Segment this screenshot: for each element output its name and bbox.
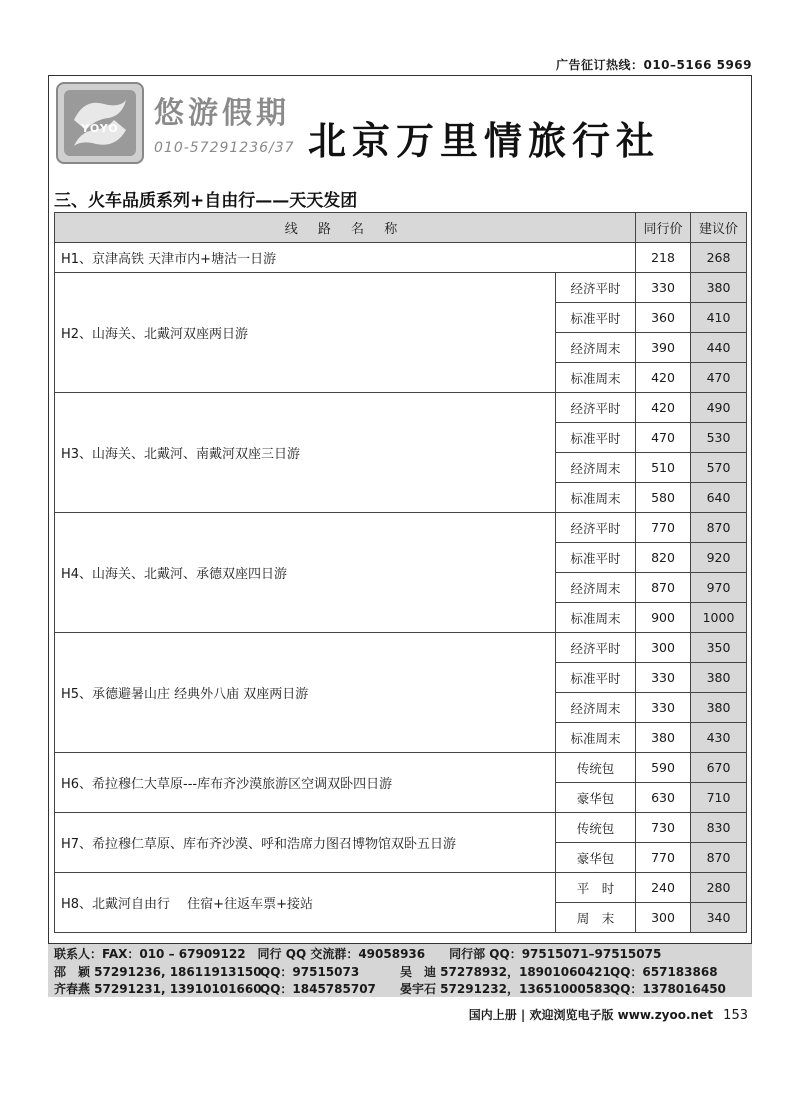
contact-person: 邵 颖 57291236, 18611913150 — [54, 965, 262, 979]
option-label: 经济周末 — [556, 573, 636, 603]
option-label: 传统包 — [556, 813, 636, 843]
table-row — [55, 513, 747, 543]
table-row — [55, 243, 747, 273]
suggested-price: 920 — [691, 543, 747, 573]
contact-qq: QQ：1378016450 — [610, 982, 726, 996]
suggested-price: 710 — [691, 783, 747, 813]
option-label: 标准周末 — [556, 723, 636, 753]
page-footer — [469, 1006, 748, 1023]
suggested-price: 380 — [691, 693, 747, 723]
brand-phone: 010-57291236/37 — [154, 140, 295, 156]
page-number: 153 — [723, 1008, 748, 1023]
route-name: H5、承德避暑山庄 经典外八庙 双座两日游 — [55, 633, 556, 753]
option-label: 经济周末 — [556, 693, 636, 723]
suggested-price: 350 — [691, 633, 747, 663]
contact-bar — [48, 943, 752, 997]
peer-price: 420 — [636, 393, 691, 423]
suggested-price: 470 — [691, 363, 747, 393]
contact-qq: QQ：1845785707 — [260, 982, 376, 996]
peer-price: 300 — [636, 633, 691, 663]
route-name: H7、希拉穆仁草原、库布齐沙漠、呼和浩席力图召博物馆双卧五日游 — [55, 813, 556, 873]
peer-price: 240 — [636, 873, 691, 903]
option-label: 经济平时 — [556, 393, 636, 423]
suggested-price: 670 — [691, 753, 747, 783]
table-row — [55, 813, 747, 843]
agency-name: 北京万里情旅行社 — [308, 119, 661, 163]
peer-price: 580 — [636, 483, 691, 513]
header-peer-price: 同行价 — [636, 213, 691, 243]
table-row — [55, 393, 747, 423]
option-label: 经济周末 — [556, 453, 636, 483]
brand-name: 悠游假期 — [154, 96, 290, 131]
suggested-price: 410 — [691, 303, 747, 333]
option-label: 经济平时 — [556, 633, 636, 663]
route-name: H2、山海关、北戴河双座两日游 — [55, 273, 556, 393]
option-label: 传统包 — [556, 753, 636, 783]
contact-line-main: 联系人：FAX：010 – 67909122 同行 QQ 交流群：49058936 同行部 QQ：97515071–97515075 — [54, 947, 662, 961]
peer-price: 300 — [636, 903, 691, 933]
peer-price: 870 — [636, 573, 691, 603]
peer-price: 360 — [636, 303, 691, 333]
contact-qq: QQ：97515073 — [260, 965, 360, 979]
peer-price: 330 — [636, 273, 691, 303]
route-name: H3、山海关、北戴河、南戴河双座三日游 — [55, 393, 556, 513]
option-label: 标准周末 — [556, 483, 636, 513]
option-label: 豪华包 — [556, 843, 636, 873]
contact-person: 晏宇石 57291232，13651000583 — [400, 982, 611, 996]
header-route-name: 线 路 名 称 — [55, 213, 636, 243]
peer-price: 730 — [636, 813, 691, 843]
footer-text: 国内上册 | 欢迎浏览电子版 www.zyoo.net — [468, 1008, 713, 1022]
option-label: 标准平时 — [556, 423, 636, 453]
suggested-price: 490 — [691, 393, 747, 423]
peer-price: 380 — [636, 723, 691, 753]
suggested-price: 440 — [691, 333, 747, 363]
peer-price: 900 — [636, 603, 691, 633]
logo-text: YOYO — [81, 122, 119, 135]
ad-hotline: 广告征订热线：010–5166 5969 — [555, 58, 752, 72]
option-label: 标准平时 — [556, 543, 636, 573]
suggested-price: 970 — [691, 573, 747, 603]
suggested-price: 380 — [691, 273, 747, 303]
suggested-price: 570 — [691, 453, 747, 483]
peer-price: 330 — [636, 693, 691, 723]
suggested-price: 430 — [691, 723, 747, 753]
option-label: 经济周末 — [556, 333, 636, 363]
peer-price: 470 — [636, 423, 691, 453]
suggested-price: 268 — [691, 243, 747, 273]
table-header-row — [55, 213, 747, 243]
contact-qq: QQ：657183868 — [610, 965, 718, 979]
suggested-price: 380 — [691, 663, 747, 693]
yoyo-logo — [56, 82, 144, 164]
option-label: 周 末 — [556, 903, 636, 933]
option-label: 经济平时 — [556, 273, 636, 303]
peer-price: 218 — [636, 243, 691, 273]
peer-price: 590 — [636, 753, 691, 783]
table-row — [55, 753, 747, 783]
option-label: 平 时 — [556, 873, 636, 903]
suggested-price: 530 — [691, 423, 747, 453]
suggested-price: 640 — [691, 483, 747, 513]
route-name: H4、山海关、北戴河、承德双座四日游 — [55, 513, 556, 633]
option-label: 豪华包 — [556, 783, 636, 813]
option-label: 标准周末 — [556, 363, 636, 393]
peer-price: 770 — [636, 513, 691, 543]
route-name: H1、京津高铁 天津市内+塘沽一日游 — [55, 243, 636, 273]
option-label: 标准平时 — [556, 303, 636, 333]
peer-price: 420 — [636, 363, 691, 393]
option-label: 标准周末 — [556, 603, 636, 633]
table-row — [55, 873, 747, 903]
suggested-price: 870 — [691, 513, 747, 543]
route-name: H8、北戴河自由行 住宿+往返车票+接站 — [55, 873, 556, 933]
contact-person: 齐春燕 57291231, 13910101660 — [54, 982, 262, 996]
suggested-price: 340 — [691, 903, 747, 933]
suggested-price: 1000 — [691, 603, 747, 633]
contact-person: 吴 迪 57278932，18901060421 — [400, 965, 611, 979]
peer-price: 330 — [636, 663, 691, 693]
route-price-table — [54, 212, 747, 933]
section-title: 三、火车品质系列+自由行——天天发团 — [54, 191, 358, 211]
suggested-price: 280 — [691, 873, 747, 903]
suggested-price: 830 — [691, 813, 747, 843]
header-suggested-price: 建议价 — [691, 213, 747, 243]
peer-price: 630 — [636, 783, 691, 813]
peer-price: 510 — [636, 453, 691, 483]
peer-price: 770 — [636, 843, 691, 873]
option-label: 标准平时 — [556, 663, 636, 693]
option-label: 经济平时 — [556, 513, 636, 543]
table-row — [55, 633, 747, 663]
table-row — [55, 273, 747, 303]
route-name: H6、希拉穆仁大草原---库布齐沙漠旅游区空调双卧四日游 — [55, 753, 556, 813]
suggested-price: 870 — [691, 843, 747, 873]
peer-price: 390 — [636, 333, 691, 363]
peer-price: 820 — [636, 543, 691, 573]
